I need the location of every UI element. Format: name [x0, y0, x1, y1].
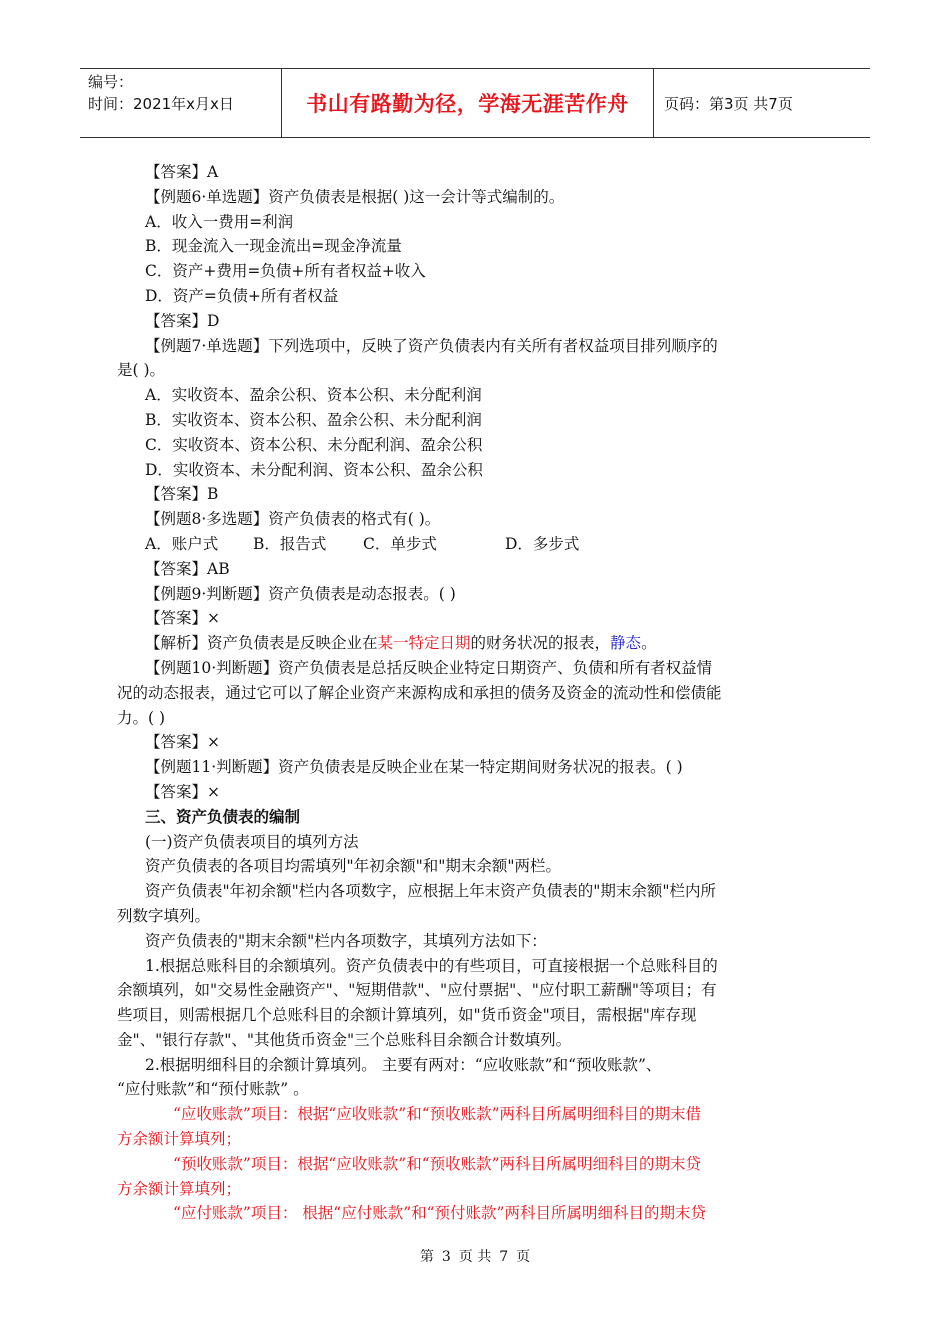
answer-line: 【答案】×	[145, 782, 220, 801]
footer-total: 7	[499, 1249, 509, 1265]
section-heading: 三、资产负债表的编制	[145, 806, 301, 826]
question-9: 【例题9·判断题】资产负债表是动态报表。( )	[145, 584, 456, 603]
explanation-text: 【解析】资产负债表是反映企业在	[145, 634, 378, 653]
paragraph-cont: 列数字填列。	[117, 906, 211, 925]
rule-line-red: “应收账款”项目：根据“应收账款”和“预收账款”两科目所属明细科目的期末借	[173, 1105, 702, 1124]
option-b: B．实收资本、资本公积、盈余公积、未分配利润	[145, 410, 482, 429]
question-10-cont: 力。( )	[117, 708, 166, 727]
highlight-blue: 静态	[610, 634, 642, 653]
footer-mid: 页 共	[458, 1249, 492, 1265]
highlight-red: 某一特定日期	[377, 634, 471, 653]
header-motto: 书山有路勤为径，学海无涯苦作舟	[282, 69, 654, 137]
option-b: B．报告式	[253, 534, 327, 553]
option-a: A．账户式	[145, 534, 219, 553]
rule-line-red-cont: 方余额计算填列；	[117, 1179, 242, 1198]
option-a: A．实收资本、盈余公积、资本公积、未分配利润	[145, 386, 482, 405]
doc-number-label: 编号：	[88, 73, 134, 91]
page-header	[80, 68, 870, 138]
paragraph: 资产负债表的"期末余额"栏内各项数字，其填列方法如下：	[145, 931, 547, 950]
paragraph: 资产负债表"年初余额"栏内各项数字，应根据上年末资产负债表的"期末余额"栏内所	[145, 882, 717, 901]
answer-line: 【答案】B	[145, 485, 219, 504]
question-6: 【例题6·单选题】资产负债表是根据( )这一会计等式编制的。	[145, 187, 565, 206]
subsection-heading: (一)资产负债表项目的填列方法	[145, 832, 359, 851]
option-d: D．多步式	[505, 534, 580, 553]
option-c: C．单步式	[363, 534, 437, 553]
rule-line-red-cont: 方余额计算填列；	[117, 1130, 242, 1149]
question-11: 【例题11·判断题】资产负债表是反映企业在某一特定期间财务状况的报表。( )	[145, 758, 683, 777]
question-10: 【例题10·判断题】资产负债表是总括反映企业特定日期资产、负债和所有者权益情	[145, 658, 713, 677]
option-a: A．收入一费用=利润	[145, 212, 294, 231]
option-c: C．实收资本、资本公积、未分配利润、盈余公积	[145, 435, 483, 454]
footer-prefix: 第	[419, 1249, 434, 1265]
rule-line-red: “预收账款”项目：根据“应收账款”和“预收账款”两科目所属明细科目的期末贷	[173, 1154, 702, 1173]
answer-line: 【答案】D	[145, 311, 220, 330]
answer-line: 【答案】AB	[145, 559, 230, 578]
paragraph-cont: “应付账款”和“预付账款” 。	[117, 1080, 309, 1099]
option-c: C．资产+费用=负债+所有者权益+收入	[145, 262, 426, 281]
option-d: D．资产=负债+所有者权益	[145, 286, 339, 305]
paragraph-cont: 些项目，则需根据几个总账科目的余额计算填列，如"货币资金"项目，需根据"库存现	[117, 1006, 697, 1025]
option-d: D．实收资本、未分配利润、资本公积、盈余公积	[145, 460, 483, 479]
question-8-options	[145, 532, 805, 557]
answer-line: 【答案】×	[145, 733, 220, 752]
question-10-cont: 况的动态报表，通过它可以了解企业资产来源构成和承担的债务及资金的流动性和偿债能	[117, 683, 722, 702]
page-footer	[0, 1246, 950, 1266]
paragraph-cont: 余额填列，如"交易性金融资产"、"短期借款"、"应付票据"、"应付职工薪酬"等项目；有	[117, 981, 717, 1000]
document-body	[117, 160, 805, 1226]
question-7-cont: 是( )。	[117, 361, 166, 380]
explanation-line	[145, 631, 805, 656]
paragraph-cont: 金"、"银行存款"、"其他货币资金"三个总账科目余额合计数填列。	[117, 1030, 572, 1049]
answer-line: 【答案】A	[145, 163, 219, 181]
paragraph: 2.根据明细科目的余额计算填列。 主要有两对：“应收账款”和“预收账款”、	[145, 1055, 662, 1074]
header-meta	[80, 69, 282, 137]
header-page-number: 页码：第3页 共7页	[664, 94, 793, 113]
footer-suffix: 页	[516, 1249, 531, 1265]
question-8: 【例题8·多选题】资产负债表的格式有( )。	[145, 510, 441, 529]
answer-line: 【答案】×	[145, 609, 220, 628]
explanation-text: 。	[641, 634, 657, 653]
paragraph: 1.根据总账科目的余额填列。资产负债表中的有些项目，可直接根据一个总账科目的	[145, 956, 718, 975]
rule-line-red: “应付账款”项目： 根据“应付账款”和“预付账款”两科目所属明细科目的期末贷	[173, 1204, 706, 1223]
footer-page: 3	[441, 1249, 451, 1265]
option-b: B．现金流入一现金流出=现金净流量	[145, 237, 402, 256]
doc-date-label: 时间：2021年x月x日	[88, 95, 234, 113]
question-7: 【例题7·单选题】下列选项中，反映了资产负债表内有关所有者权益项目排列顺序的	[145, 336, 718, 355]
paragraph: 资产负债表的各项目均需填列"年初余额"和"期末余额"两栏。	[145, 857, 562, 876]
explanation-text: 的财务状况的报表，	[470, 634, 611, 653]
